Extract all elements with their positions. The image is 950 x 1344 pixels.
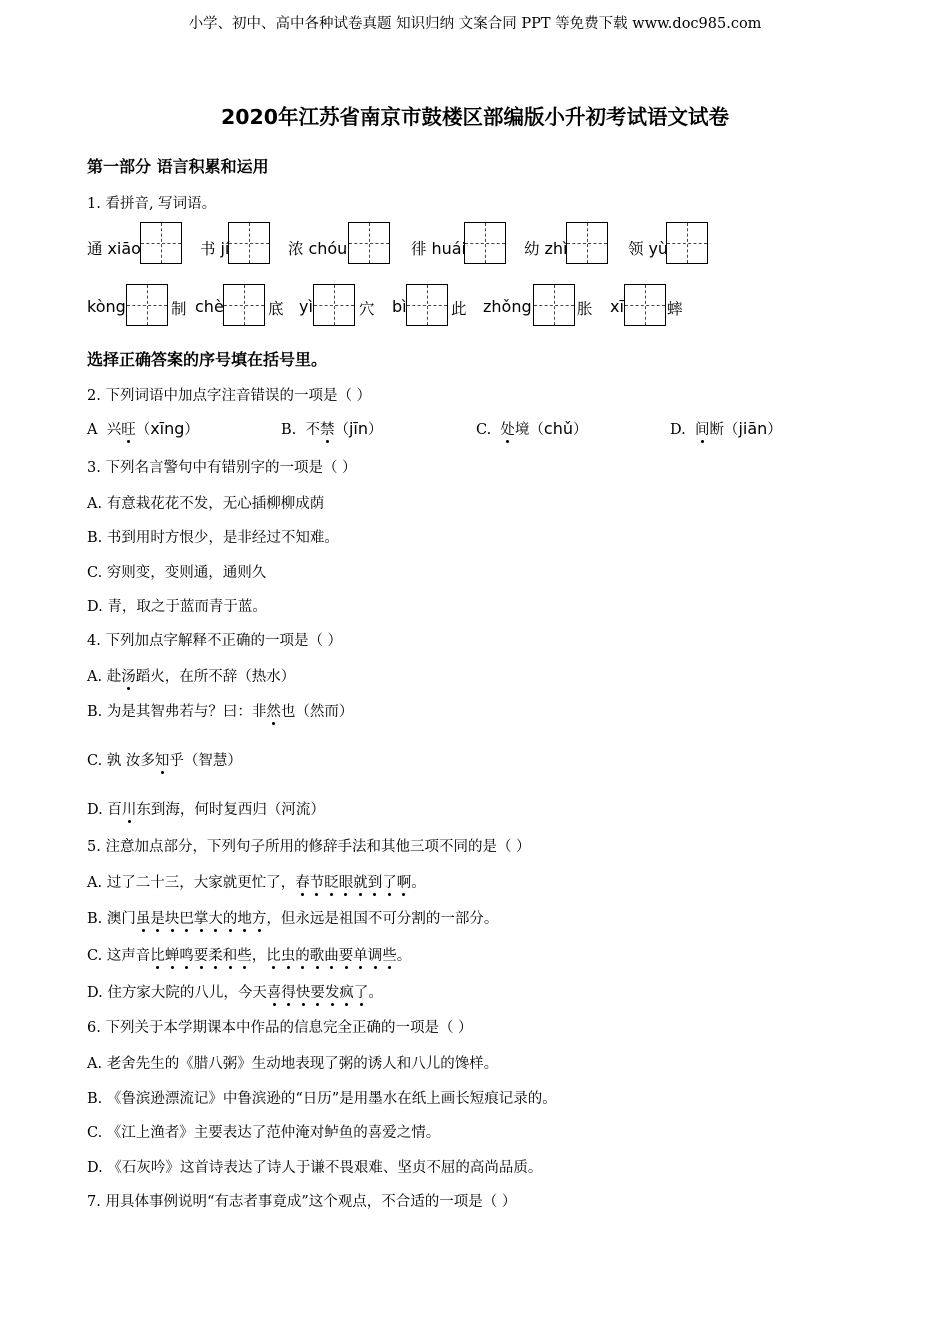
q4-option-d[interactable]: D. 百川东到海，何时复西归（河流） (87, 802, 325, 818)
q3-option-a[interactable]: A. 有意栽花花不发，无心插柳柳成荫 (87, 496, 325, 512)
q3-option-b[interactable]: B. 书到用时方恨少，是非经过不知难。 (87, 530, 339, 546)
q4-option-c[interactable]: C. 孰 汝多知乎（智慧） (87, 753, 242, 769)
choice-heading: 选择正确答案的序号填在括号里。 (87, 350, 328, 369)
q3-stem: 3. 下列名言警句中有错别字的一项是（ ） (87, 460, 357, 476)
writing-grid-box[interactable] (140, 222, 182, 264)
pinyin-item: zhǒng (483, 297, 532, 316)
writing-grid-box[interactable] (666, 222, 708, 264)
q6-option-b[interactable]: B. 《鲁滨逊漂流记》中鲁滨逊的“日历”是用墨水在纸上画长短痕记录的。 (87, 1091, 557, 1107)
q5-stem: 5. 注意加点部分，下列句子所用的修辞手法和其他三项不同的是（ ） (87, 839, 531, 855)
writing-grid-box[interactable] (348, 222, 390, 264)
q4-option-a[interactable]: A. 赴汤蹈火，在所不辞（热水） (87, 669, 296, 685)
writing-grid-box[interactable] (313, 284, 355, 326)
writing-grid-box[interactable] (223, 284, 265, 326)
q3-option-c[interactable]: C. 穷则变，变则通，通则久 (87, 565, 267, 581)
q6-stem: 6. 下列关于本学期课本中作品的信息完全正确的一项是（ ） (87, 1020, 473, 1036)
pinyin-item: yì (299, 297, 313, 316)
pinyin-item: 此 (451, 300, 467, 318)
q4-stem: 4. 下列加点字解释不正确的一项是（ ） (87, 633, 343, 649)
pinyin-item: 制 (171, 300, 187, 318)
q1-stem: 1. 看拼音, 写词语。 (87, 196, 217, 212)
pinyin-item: chè (195, 297, 224, 316)
pinyin-item: 浓 chóu (288, 239, 348, 258)
pinyin-item: 蟀 (667, 300, 683, 318)
dotted-phrase: 虽是块巴掌大的地方 (135, 911, 267, 927)
q7-stem: 7. 用具体事例说明“有志者事竟成”这个观点，不合适的一项是（ ） (87, 1194, 517, 1210)
part1-heading: 第一部分 语言积累和运用 (87, 157, 269, 176)
dotted-phrase: 比蝉鸣要柔和些，比虫的歌曲要单调些 (150, 948, 397, 964)
writing-grid-box[interactable] (406, 284, 448, 326)
q4-option-b[interactable]: B. 为是其智弗若与？曰：非然也（然而） (87, 704, 354, 720)
writing-grid-box[interactable] (533, 284, 575, 326)
q2-option-a[interactable]: A 兴旺（xīng） (87, 419, 199, 438)
q2-option-c[interactable]: C. 处境（chǔ） (476, 419, 588, 438)
writing-grid-box[interactable] (624, 284, 666, 326)
pinyin-item: 胀 (577, 300, 593, 318)
pinyin-item: 领 yù (628, 239, 669, 258)
page-header: 小学、初中、高中各种试卷真题 知识归纳 文案合同 PPT 等免费下载 www.doc985.com (188, 16, 762, 32)
q6-option-a[interactable]: A. 老舍先生的《腊八粥》生动地表现了粥的诱人和八儿的馋样。 (87, 1056, 499, 1072)
q2-option-b[interactable]: B. 不禁（jīn） (281, 419, 383, 438)
pinyin-item: bì (392, 297, 407, 316)
q3-option-d[interactable]: D. 青，取之于蓝而青于蓝。 (87, 599, 267, 615)
q6-option-c[interactable]: C. 《江上渔者》主要表达了范仲淹对鲈鱼的喜爱之情。 (87, 1125, 441, 1141)
pinyin-item: kòng (87, 297, 126, 316)
pinyin-item: 穴 (359, 300, 375, 318)
q5-option-d[interactable]: D. 住方家大院的八儿，今天喜得快要发疯了。 (87, 985, 383, 1001)
q5-option-b[interactable]: B. 澳门虽是块巴掌大的地方，但永远是祖国不可分割的一部分。 (87, 911, 499, 927)
writing-grid-box[interactable] (126, 284, 168, 326)
pinyin-item: 通 xiāo (87, 239, 141, 258)
q6-option-d[interactable]: D. 《石灰吟》这首诗表达了诗人于谦不畏艰难、坚贞不屈的高尚品质。 (87, 1160, 543, 1176)
writing-grid-box[interactable] (228, 222, 270, 264)
pinyin-item: 徘 huái (411, 239, 466, 258)
exam-title: 2020年江苏省南京市鼓楼区部编版小升初考试语文试卷 (220, 105, 730, 129)
pinyin-item: xī (610, 297, 624, 316)
pinyin-item: 底 (268, 300, 284, 318)
q5-option-c[interactable]: C. 这声音比蝉鸣要柔和些，比虫的歌曲要单调些。 (87, 948, 412, 964)
q2-option-d[interactable]: D. 间断（jiān） (670, 419, 782, 438)
writing-grid-box[interactable] (566, 222, 608, 264)
pinyin-item: 书 jí (200, 239, 230, 258)
q5-option-a[interactable]: A. 过了二十三，大家就更忙了，春节眨眼就到了啊。 (87, 875, 426, 891)
dotted-phrase: 春节眨眼就到了啊 (295, 875, 412, 891)
q2-stem: 2. 下列词语中加点字注音错误的一项是（ ） (87, 388, 372, 404)
pinyin-item: 幼 zhì (524, 239, 568, 258)
writing-grid-box[interactable] (464, 222, 506, 264)
dotted-phrase: 喜得快要发疯了 (266, 985, 369, 1001)
